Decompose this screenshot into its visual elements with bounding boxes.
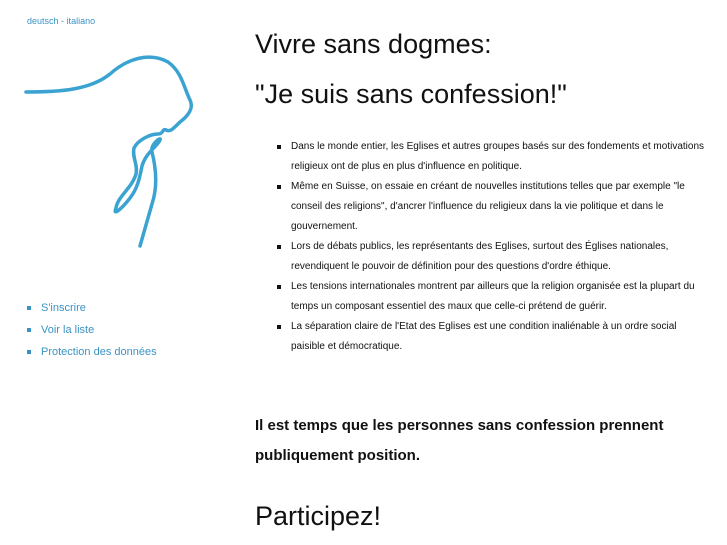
list-item: [277, 237, 707, 277]
bullet-icon: [27, 350, 31, 354]
sidebar-item-label[interactable]: Protection des données: [41, 346, 157, 358]
lang-separator: -: [61, 16, 65, 26]
bullet-icon: [277, 145, 281, 149]
language-switcher: [27, 16, 95, 26]
list-item-text: La séparation claire de l'Etat des Eglises est une condition inaliénable à un ordre social paisible et démocratique.: [291, 321, 677, 352]
lang-link-italiano[interactable]: italiano: [66, 16, 96, 26]
list-item-text: Lors de débats publics, les représentants des Eglises, surtout des Églises nationales, revendiquent le pouvoir de définition pour des questions d'ordre éthique.: [291, 241, 669, 272]
bullet-icon: [277, 325, 281, 329]
list-item: [277, 317, 707, 357]
list-item-text: Même en Suisse, on essaie en créant de nouvelles institutions telles que par exemple "le conseil des religions", d'ancrer l'influence du religieux dans la vie politique et dans le gouvernement.: [291, 181, 685, 232]
sidebar-item-label[interactable]: Voir la liste: [41, 324, 95, 336]
bullet-icon: [277, 245, 281, 249]
bullet-icon: [277, 285, 281, 289]
profile-line-logo: [20, 48, 200, 248]
lang-link-deutsch[interactable]: deutsch: [27, 16, 59, 26]
bullet-icon: [277, 185, 281, 189]
list-item: [277, 137, 707, 177]
sidebar-item-label[interactable]: S'inscrire: [41, 302, 86, 314]
list-item: [277, 177, 707, 237]
page-title: Vivre sans dogmes:: [255, 29, 492, 59]
bullet-icon: [27, 306, 31, 310]
list-item-text: Dans le monde entier, les Eglises et autres groupes basés sur des fondements et motivations religieux ont de plus en plus d'influence en politique.: [291, 141, 705, 172]
sidebar-item-liste[interactable]: [27, 322, 157, 344]
sidebar-nav: [27, 300, 157, 366]
argument-list: [277, 137, 707, 357]
call-to-action: Il est temps que les personnes sans confession prennent publiquement position.: [255, 417, 664, 464]
bullet-icon: [27, 328, 31, 332]
sidebar-item-protection[interactable]: [27, 344, 157, 366]
sidebar-item-inscrire[interactable]: [27, 300, 157, 322]
page-subtitle: "Je suis sans confession!": [255, 79, 567, 109]
participate-heading: Participez!: [255, 501, 382, 531]
list-item: [277, 277, 707, 317]
main-content: [255, 26, 705, 531]
list-item-text: Les tensions internationales montrent par ailleurs que la religion organisée est la plupart du temps un composant essentiel des maux que celle-ci prétend de guérir.: [291, 281, 695, 312]
